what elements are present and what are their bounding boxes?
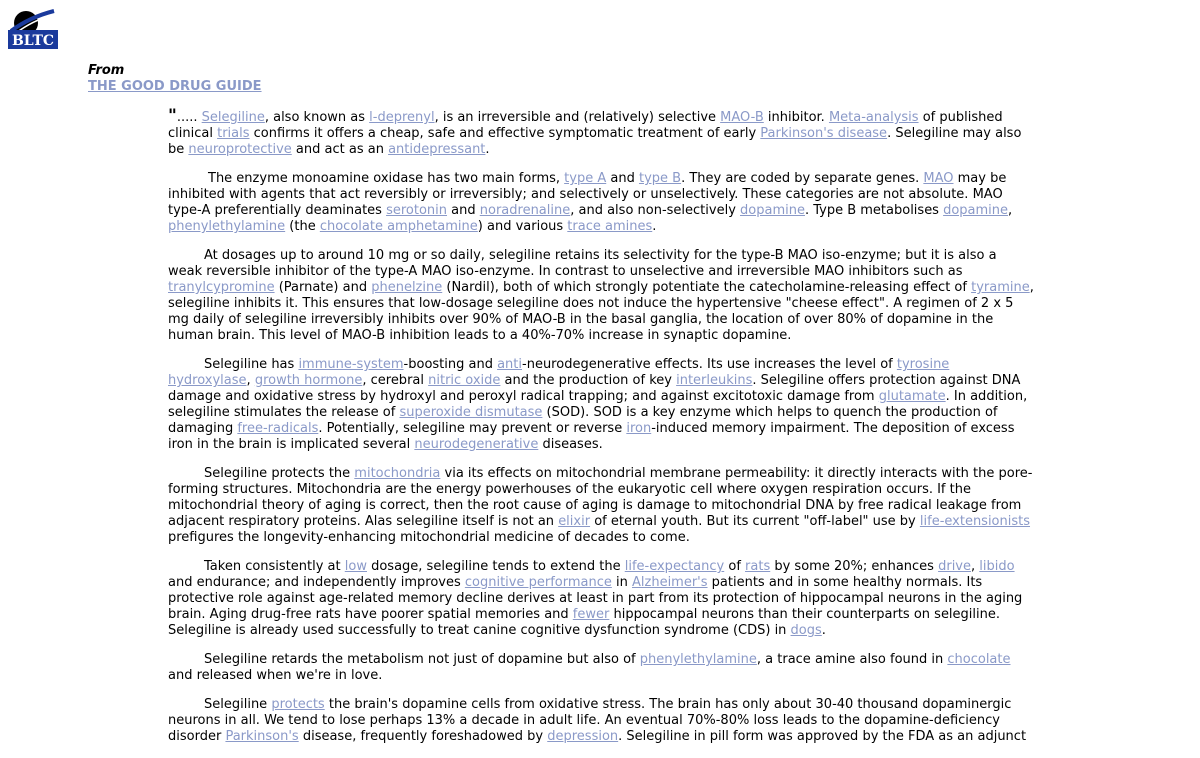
link-glutamate[interactable]: glutamate	[878, 389, 946, 404]
link-phenelzine[interactable]: phenelzine	[371, 280, 443, 295]
text: , and also non-selectively	[570, 203, 741, 218]
link-drive[interactable]: drive	[938, 559, 971, 574]
paragraph-1	[168, 108, 1034, 158]
text: and	[447, 203, 480, 218]
text: . In addition, selegiline stimulates the release of	[168, 389, 1028, 420]
text: . Type B metabolises	[804, 203, 944, 218]
link-phenylethylamine[interactable]: phenylethylamine	[639, 652, 757, 667]
text: Selegiline retards the metabolism not just of dopamine but also of	[204, 652, 640, 667]
text: (SOD). SOD is a key enzyme which helps to quench the production of damaging	[168, 405, 998, 436]
article-body	[168, 108, 1034, 758]
text: -neurodegenerative effects. Its use increases the level of	[522, 357, 897, 372]
link-trials[interactable]: trials	[217, 126, 250, 141]
link-chocolate[interactable]: chocolate	[947, 652, 1011, 667]
link-chocolate-amphetamine[interactable]: chocolate amphetamine	[319, 219, 478, 234]
text: Selegiline	[204, 697, 272, 712]
text: , is an irreversible and (relatively) selective	[434, 110, 721, 125]
paragraph-5	[168, 466, 1034, 546]
link-life-extensionists[interactable]: life-extensionists	[919, 514, 1031, 529]
link-growth-hormone[interactable]: growth hormone	[254, 373, 363, 388]
bltc-logo[interactable]	[8, 9, 60, 51]
text: hippocampal neurons than their counterparts on selegiline. Selegiline is already used successfully to treat canine cognitive dysfunction syndrome (CDS) in	[168, 607, 1001, 638]
text: and released when we're in love.	[168, 668, 383, 683]
link-dogs[interactable]: dogs	[790, 623, 822, 638]
text: . They are coded by separate genes.	[681, 171, 924, 186]
link-mao[interactable]: MAO	[923, 171, 954, 186]
text: and the production of key	[500, 373, 677, 388]
link-interleukins[interactable]: interleukins	[676, 373, 753, 388]
text: patients and in some healthy normals. Its protective role against age-related memory decline derives at least in part from its protection of hippocampal neurons in the aging brain. Aging drug-free rats have poorer spatial memories and	[168, 575, 1023, 622]
text: diseases.	[538, 437, 603, 452]
link-tyramine[interactable]: tyramine	[971, 280, 1030, 295]
text: The enzyme monoamine oxidase has two main forms,	[208, 171, 565, 186]
text: (Nardil), both of which strongly potentiate the catecholamine-releasing effect of	[442, 280, 972, 295]
link-superoxide-dismutase[interactable]: superoxide dismutase	[399, 405, 543, 420]
link-iron[interactable]: iron	[626, 421, 652, 436]
text: and	[606, 171, 639, 186]
text: dosage, selegiline tends to extend the	[366, 559, 625, 574]
link-neurodegenerative[interactable]: neurodegenerative	[414, 437, 539, 452]
text: .....	[176, 110, 202, 125]
text: and act as an	[291, 142, 389, 157]
link-low[interactable]: low	[344, 559, 367, 574]
link-neuroprotective[interactable]: neuroprotective	[188, 142, 292, 157]
link-cognitive-performance[interactable]: cognitive performance	[464, 575, 612, 590]
text: . Selegiline may also be	[168, 126, 1022, 157]
link-alzheimers[interactable]: Alzheimer's	[632, 575, 708, 590]
text: the brain's dopamine cells from oxidative stress. The brain has only about 30-40 thousand dopaminergic neurons in all. We tend to lose perhaps 13% a decade in adult life. An eventual 70%-80% loss leads to the dopamine-deficiency disorder	[168, 697, 1012, 744]
text: ,	[1008, 203, 1013, 218]
link-parkinsons[interactable]: Parkinson's	[225, 729, 299, 744]
text: of	[724, 559, 746, 574]
text: ) and various	[477, 219, 568, 234]
text: confirms it offers a cheap, safe and effective symptomatic treatment of early	[249, 126, 761, 141]
text: Selegiline has	[204, 357, 299, 372]
good-drug-guide-link[interactable]: THE GOOD DRUG GUIDE	[88, 79, 262, 94]
text: of eternal youth. But its current "off-label" use by	[590, 514, 920, 529]
link-life-expectancy[interactable]: life-expectancy	[624, 559, 725, 574]
text: by some 20%; enhances	[770, 559, 939, 574]
open-quote: "	[168, 106, 177, 126]
text: Selegiline protects the	[204, 466, 355, 481]
link-serotonin[interactable]: serotonin	[386, 203, 448, 218]
paragraph-6	[168, 559, 1034, 639]
link-tyrosine-hydroxylase[interactable]: tyrosine hydroxylase	[168, 357, 950, 388]
text: -boosting and	[403, 357, 498, 372]
text: , a trace amine also found in	[756, 652, 948, 667]
from-label: From	[88, 63, 125, 78]
text: . Selegiline in pill form was approved by the FDA as an adjunct	[618, 729, 1027, 744]
paragraph-4	[168, 357, 1034, 453]
link-anti[interactable]: anti	[497, 357, 523, 372]
text: (Parnate) and	[274, 280, 372, 295]
link-type-b[interactable]: type B	[638, 171, 682, 186]
text: (the	[285, 219, 320, 234]
logo-text: BLTC	[11, 33, 55, 49]
link-free-radicals[interactable]: free-radicals	[237, 421, 319, 436]
bltc-logo-graphic	[8, 9, 60, 51]
text: may be inhibited with agents that act reversibly or irreversibly; and selectively or unselectively. These categories are not absolute. MAO type-A preferentially deaminates	[168, 171, 1007, 218]
link-phenylethylamine[interactable]: phenylethylamine	[168, 219, 286, 234]
text: Taken consistently at	[204, 559, 345, 574]
link-dopamine[interactable]: dopamine	[943, 203, 1009, 218]
link-noradrenaline[interactable]: noradrenaline	[479, 203, 571, 218]
text: .	[821, 623, 826, 638]
text: ,	[246, 373, 255, 388]
link-tranylcypromine[interactable]: tranylcypromine	[168, 280, 275, 295]
text: , also known as	[264, 110, 370, 125]
text: of published clinical	[168, 110, 1003, 141]
text: inhibitor.	[763, 110, 829, 125]
link-elixir[interactable]: elixir	[558, 514, 591, 529]
text: . Selegiline offers protection against DNA damage and oxidative stress by hydroxyl and peroxyl radical trapping; and against excitotoxic damage from	[168, 373, 1021, 404]
link-l-deprenyl[interactable]: l-deprenyl	[369, 110, 435, 125]
link-dopamine[interactable]: dopamine	[740, 203, 805, 218]
paragraph-7	[168, 652, 1034, 684]
text: -induced memory impairment. The deposition of excess iron in the brain is implicated several	[168, 421, 1015, 452]
link-libido[interactable]: libido	[979, 559, 1015, 574]
link-type-a[interactable]: type A	[564, 171, 607, 186]
link-rats[interactable]: rats	[745, 559, 771, 574]
text: via its effects on mitochondrial membrane permeability: it directly interacts with the pore-forming structures. Mitochondria are the energy powerhouses of the eukaryotic cell where oxygen respiration occurs. If the mitochondrial theory of aging is correct, then the root cause of aging is damage to mitochondrial DNA by free radical leakage from adjacent respiratory proteins. Alas selegiline itself is not an	[168, 466, 1033, 529]
text: , selegiline inhibits it. This ensures that low-dosage selegiline does not induce the hypertensive "cheese effect". A regimen of 2 x 5 mg daily of selegiline irreversibly inhibits over 90% of MAO-B in the basal ganglia, the location of over 80% of dopamine in the human brain. This level of MAO-B inhibition leads to a 40%-70% increase in synaptic dopamine.	[168, 280, 1034, 343]
paragraph-8	[168, 697, 1034, 745]
link-protects[interactable]: protects	[271, 697, 325, 712]
link-trace-amines[interactable]: trace amines	[567, 219, 653, 234]
link-depression[interactable]: depression	[547, 729, 619, 744]
text: disease, frequently foreshadowed by	[298, 729, 548, 744]
link-nitric-oxide[interactable]: nitric oxide	[428, 373, 501, 388]
link-immune-system[interactable]: immune-system	[298, 357, 404, 372]
link-selegiline[interactable]: Selegiline	[201, 110, 265, 125]
paragraph-2	[168, 171, 1034, 235]
link-antidepressant[interactable]: antidepressant	[388, 142, 486, 157]
text: . Potentially, selegiline may prevent or reverse	[318, 421, 627, 436]
text: At dosages up to around 10 mg or so daily, selegiline retains its selectivity for the type-B MAO iso-enzyme; but it is also a weak reversible inhibitor of the type-A MAO iso-enzyme. In contrast to unselective and irreversible MAO inhibitors such as	[168, 248, 997, 279]
link-mitochondria[interactable]: mitochondria	[354, 466, 441, 481]
text: in	[611, 575, 632, 590]
text: prefigures the longevity-enhancing mitochondrial medicine of decades to come.	[168, 530, 690, 545]
link-fewer[interactable]: fewer	[572, 607, 610, 622]
link-meta-analysis[interactable]: Meta-analysis	[828, 110, 919, 125]
paragraph-3	[168, 248, 1034, 344]
text: .	[485, 142, 490, 157]
link-parkinsons-disease[interactable]: Parkinson's disease	[760, 126, 888, 141]
text: , cerebral	[362, 373, 429, 388]
text: ,	[971, 559, 980, 574]
text: .	[652, 219, 657, 234]
text: and endurance; and independently improves	[168, 575, 465, 590]
link-mao-b[interactable]: MAO-B	[720, 110, 764, 125]
